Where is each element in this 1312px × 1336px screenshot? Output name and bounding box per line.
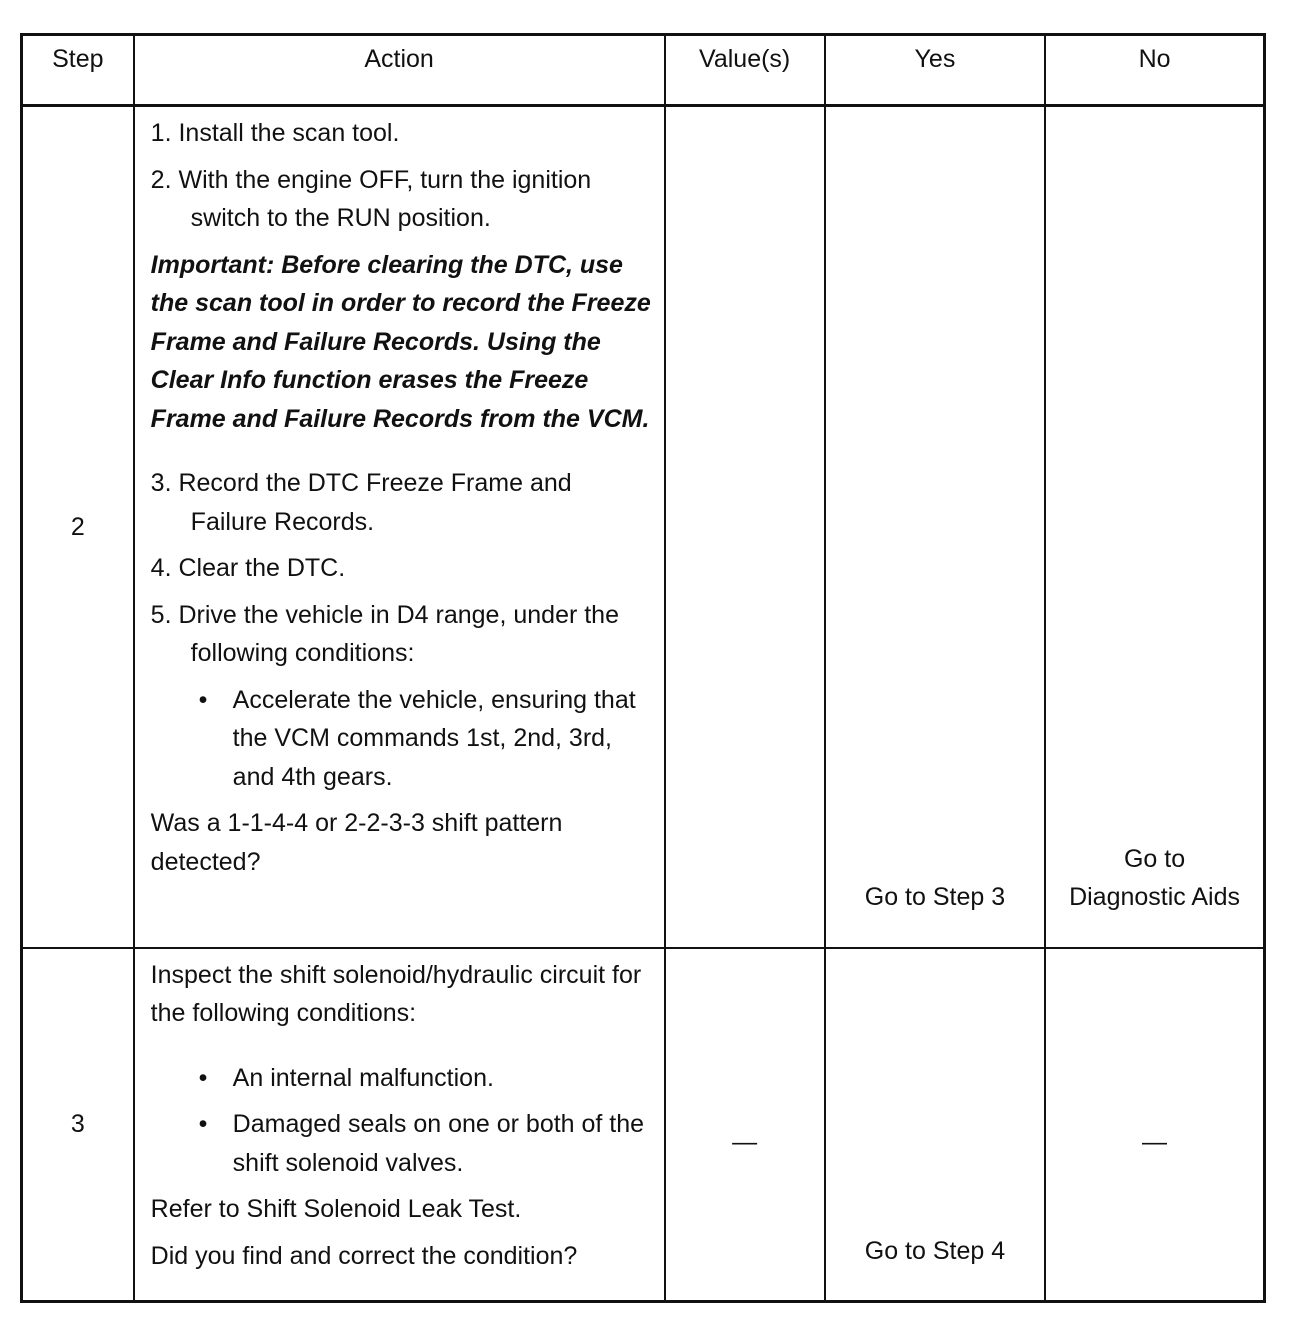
action-intro: Inspect the shift solenoid/hydraulic circuit for the following conditions: (150, 960, 642, 1027)
action-question: Did you find and correct the condition? (150, 1241, 578, 1270)
action-bullet-2: • Damaged seals on one or both of the shift solenoid valves. (151, 1105, 654, 1182)
action-item-1: 1. Install the scan tool. (150, 119, 400, 147)
header-action: Action (134, 35, 665, 106)
step-number: 3 (22, 948, 134, 1302)
header-no: No (1045, 35, 1264, 106)
action-refer: Refer to Shift Solenoid Leak Test. (150, 1195, 522, 1223)
value-cell (665, 948, 825, 1302)
yes-target: Go to Step 3 (864, 883, 1006, 911)
yes-cell (825, 948, 1045, 1302)
header-row (22, 35, 1265, 106)
step-number: 2 (22, 106, 134, 948)
diagnostic-table (20, 33, 1266, 1303)
action-item-2: 2. With the engine OFF, turn the ignition switch to the RUN position. (150, 165, 592, 232)
yes-cell (825, 106, 1045, 948)
no-cell (1045, 106, 1264, 948)
action-question: Was a 1-1-4-4 or 2-2-3-3 shift pattern detected? (150, 809, 563, 876)
header-yes: Yes (825, 35, 1045, 106)
no-cell (1045, 948, 1264, 1302)
header-step: Step (22, 35, 134, 106)
action-item-3: 3. Record the DTC Freeze Frame and Failure Records. (150, 469, 572, 536)
action-bullet-1: • An internal malfunction. (151, 1059, 654, 1098)
action-cell (134, 106, 665, 948)
table-row-step-2 (22, 106, 1265, 948)
action-item-4: 4. Clear the DTC. (150, 554, 346, 582)
no-target: Go to Diagnostic Aids (1069, 844, 1241, 911)
header-values: Value(s) (665, 35, 825, 106)
action-cell (134, 948, 665, 1302)
yes-target: Go to Step 4 (864, 1236, 1006, 1265)
action-item-5: 5. Drive the vehicle in D4 range, under the following conditions: (150, 600, 619, 667)
important-note: Important: Before clearing the DTC, use the scan tool in order to record the Freeze Frame and Failure Records. Using the Clear Info function erases the Freeze Frame and Failure Records from the VCM. (150, 250, 651, 433)
value-dash: — (732, 1127, 758, 1156)
table-row-step-3 (22, 948, 1265, 1302)
value-cell (665, 106, 825, 948)
no-dash: — (1142, 1127, 1168, 1156)
action-bullet-1: • Accelerate the vehicle, ensuring that the VCM commands 1st, 2nd, 3rd, and 4th gears. (151, 681, 654, 797)
